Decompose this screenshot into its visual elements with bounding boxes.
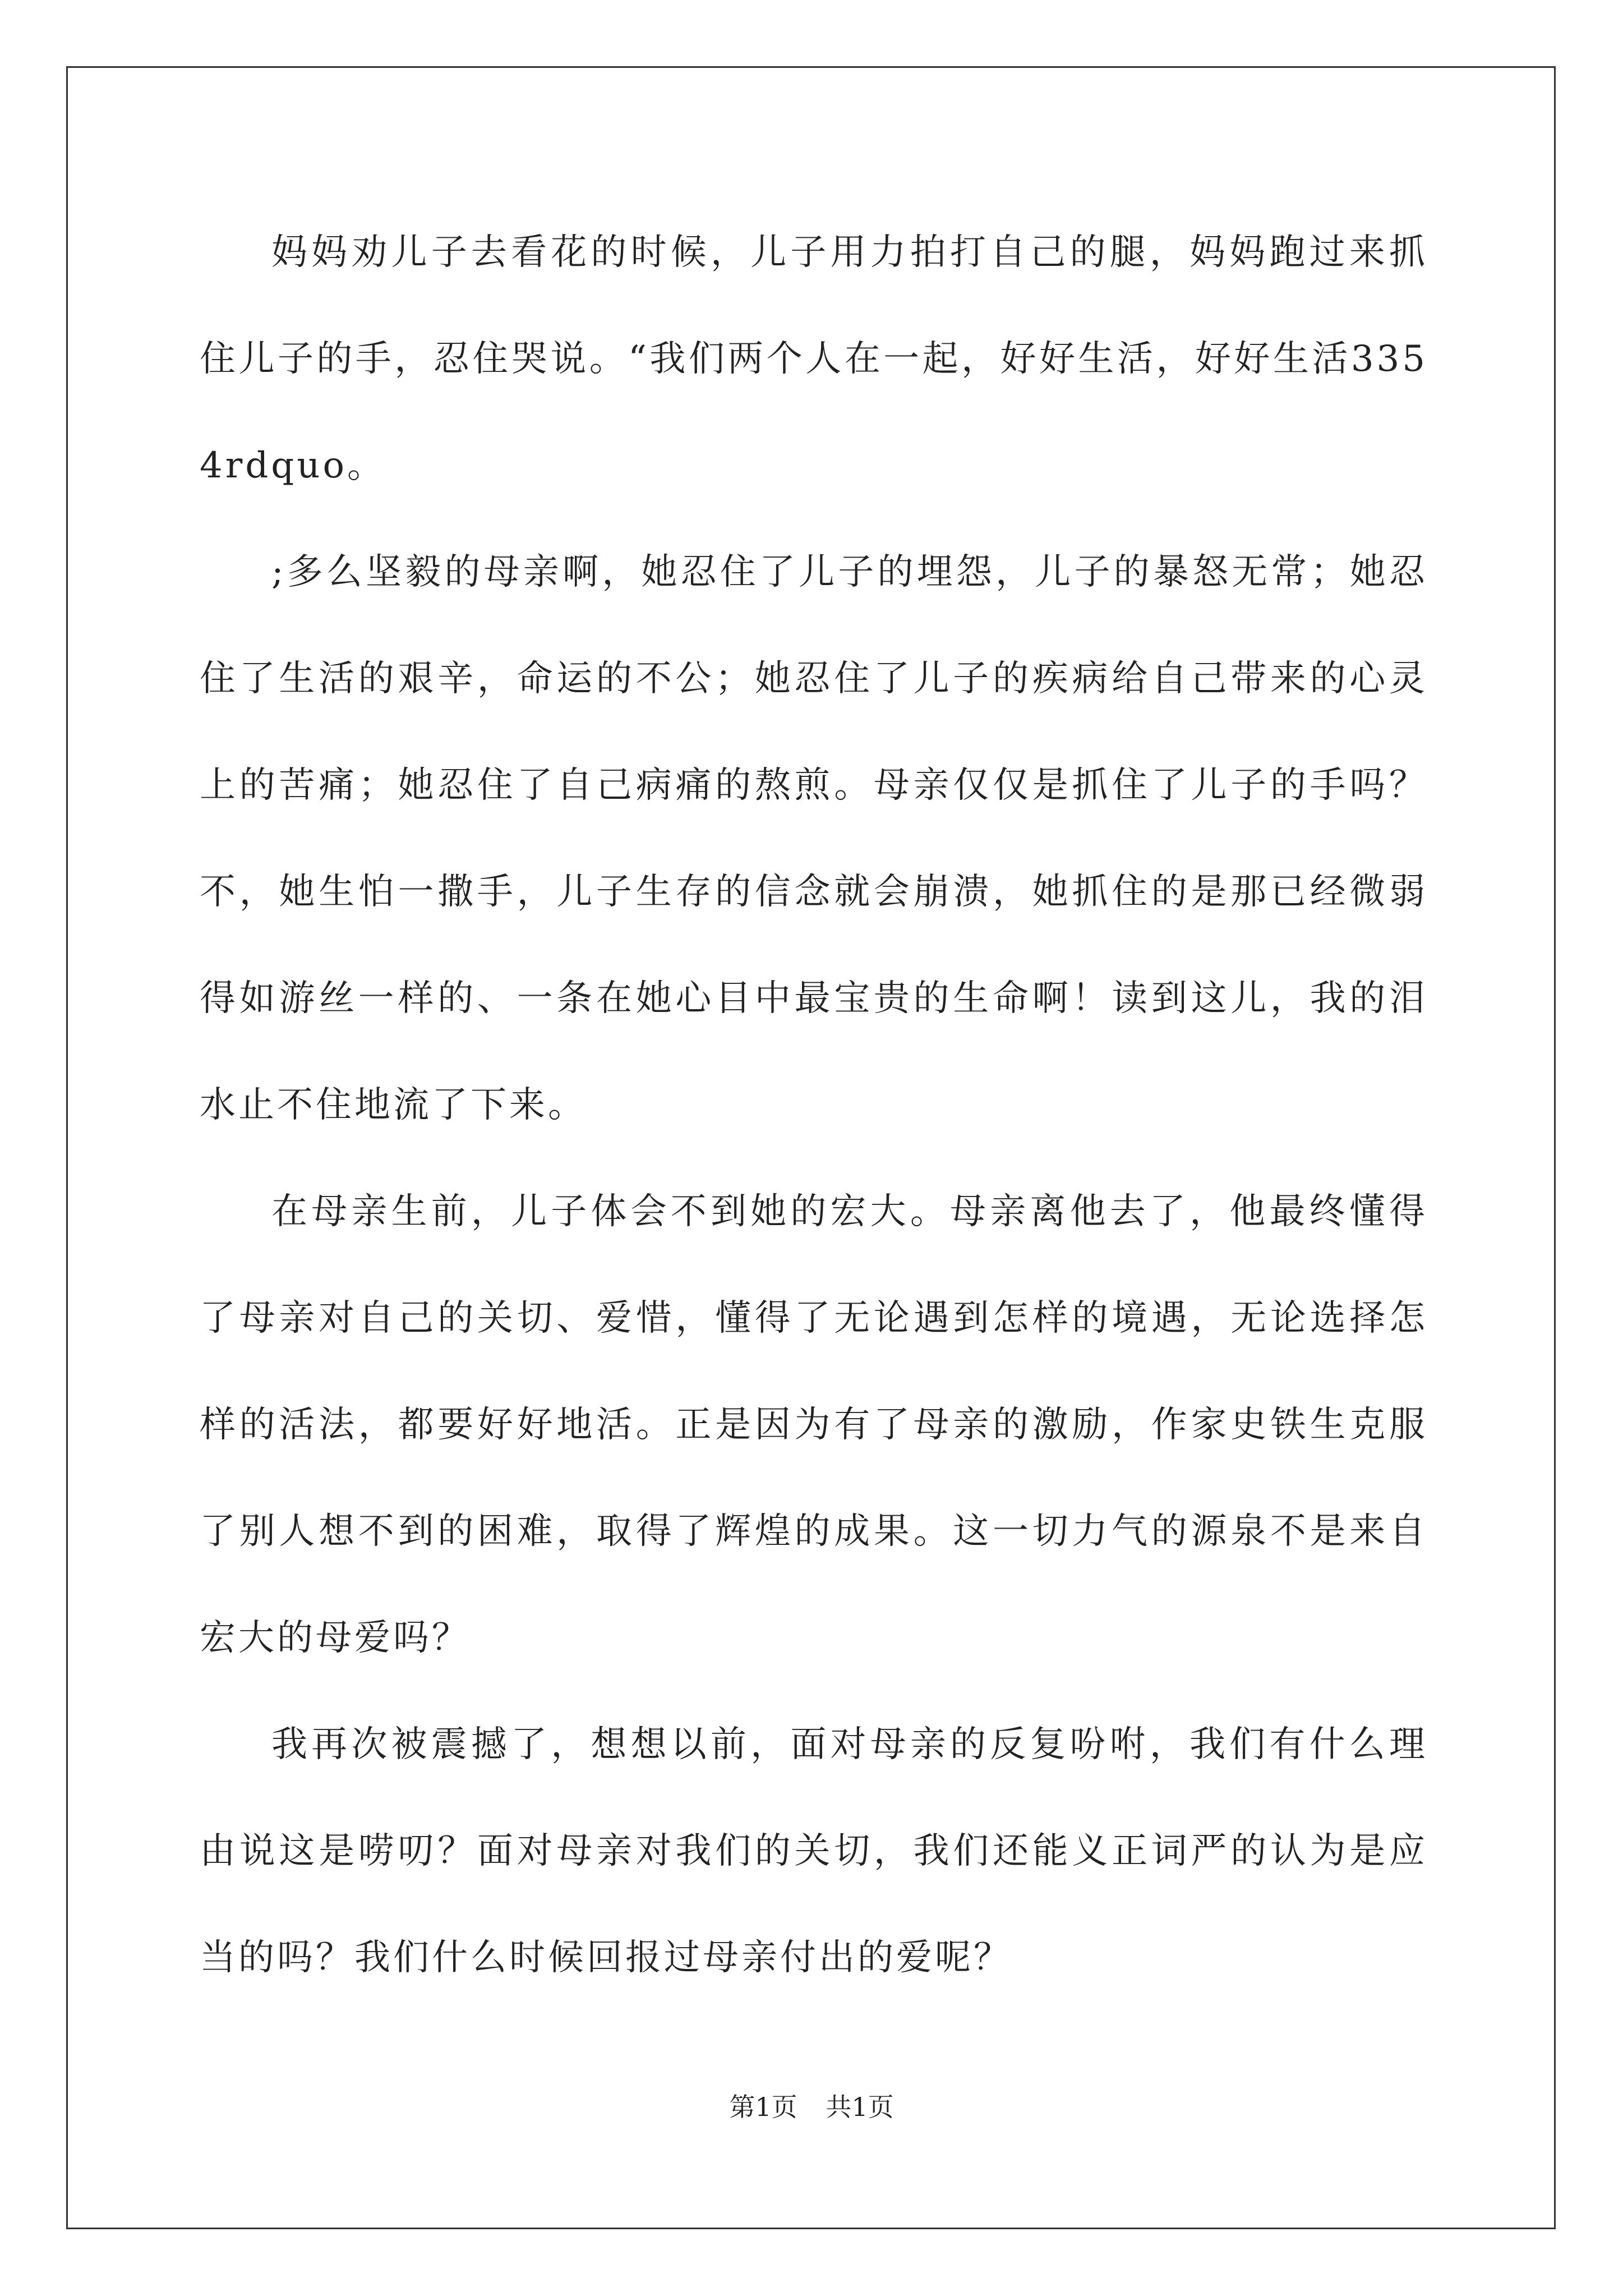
paragraph-3: 在母亲生前，儿子体会不到她的宏大。母亲离他去了，他最终懂得了母亲对自己的关切、爱惜，懂得了无论遇到怎样的境遇，无论选择怎样的活法，都要好好地活。正是因为有了母亲的激励，作家史铁生克服了别人想不到的困难，取得了辉煌的成果。这一切力气的源泉不是来自宏大的母爱吗？ bbox=[200, 1191, 1428, 1659]
page-footer bbox=[0, 2087, 1623, 2124]
page-number-current: 第1页 bbox=[729, 2092, 797, 2122]
document-body bbox=[200, 199, 1428, 2011]
paragraph-4: 我再次被震撼了，想想以前，面对母亲的反复吩咐，我们有什么理由说这是唠叨？面对母亲对我们的关切，我们还能义正词严的认为是应当的吗？我们什么时候回报过母亲付出的爱呢？ bbox=[200, 1724, 1428, 1978]
paragraph-1: 妈妈劝儿子去看花的时候，儿子用力拍打自己的腿，妈妈跑过来抓住儿子的手，忍住哭说。“我们两个人在一起，好好生活，好好生活3354rdquo。 bbox=[200, 232, 1428, 486]
page-number-total: 共1页 bbox=[826, 2092, 894, 2122]
paragraph-2: ;多么坚毅的母亲啊，她忍住了儿子的埋怨，儿子的暴怒无常；她忍住了生活的艰辛，命运的不公；她忍住了儿子的疾病给自己带来的心灵上的苦痛；她忍住了自己病痛的熬煎。母亲仅仅是抓住了儿子的手吗？不，她生怕一撒手，儿子生存的信念就会崩溃，她抓住的是那已经微弱得如游丝一样的、一条在她心目中最宝贵的生命啊！读到这儿，我的泪水止不住地流了下来。 bbox=[200, 551, 1428, 1126]
